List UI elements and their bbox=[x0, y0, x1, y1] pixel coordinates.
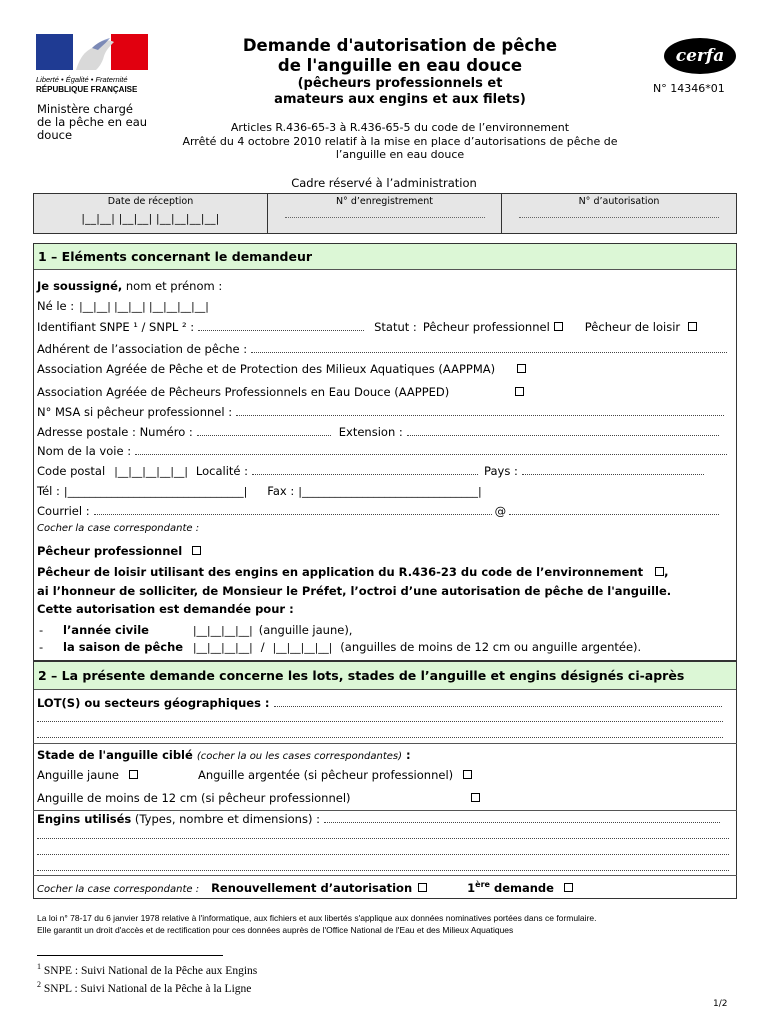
admin-col-date bbox=[34, 194, 268, 233]
name-label: nom et prénom : bbox=[122, 279, 223, 293]
statut-pro-checkbox[interactable] bbox=[554, 322, 563, 331]
first-request-sup: ère bbox=[475, 880, 490, 889]
legal-references bbox=[160, 121, 640, 162]
lots-field-line[interactable] bbox=[37, 712, 723, 722]
check-instruction: Cocher la case correspondante : bbox=[37, 523, 200, 534]
at-sign: @ bbox=[494, 504, 507, 518]
identifiant-label: Identifiant SNPE ¹ / SNPL ² : bbox=[37, 320, 195, 334]
locality-label: Localité : bbox=[195, 464, 249, 478]
gear-label: Engins utilisés bbox=[37, 812, 132, 826]
cerfa-logo-text: cerfa bbox=[675, 46, 725, 66]
email-domain-field[interactable] bbox=[509, 505, 719, 515]
extension-field[interactable] bbox=[407, 426, 719, 436]
admin-col-label: N° d’enregistrement bbox=[335, 196, 434, 207]
adherent-field[interactable] bbox=[251, 343, 727, 353]
email-label: Courriel : bbox=[37, 504, 90, 518]
aappma-label: Association Agréée de Pêche et de Protection des Milieux Aquatiques (AAPPMA) bbox=[37, 362, 496, 376]
article-line: Arrêté du 4 octobre 2010 relatif à la mise en place d’autorisations de pêche de bbox=[182, 134, 618, 148]
footnote-text: SNPE : Suivi National de la Pêche aux Engins bbox=[41, 964, 258, 977]
first-request-checkbox[interactable] bbox=[564, 883, 573, 892]
renewal-label: Renouvellement d’autorisation bbox=[211, 880, 413, 895]
footnote-num: 2 bbox=[37, 979, 41, 989]
section-1-title: 1 – Eléments concernant le demandeur bbox=[34, 244, 736, 270]
first-request-text: demande bbox=[489, 880, 554, 895]
season-slash: / bbox=[260, 640, 265, 654]
bullet-dash: - bbox=[39, 640, 44, 654]
request-for-label: Cette autorisation est demandée pour : bbox=[37, 602, 294, 616]
gear-field-line[interactable] bbox=[37, 845, 729, 855]
season-note: (anguilles de moins de 12 cm ou anguille argentée). bbox=[340, 640, 642, 654]
address-number-label: Adresse postale : Numéro : bbox=[37, 425, 193, 439]
admin-col-label: Date de réception bbox=[107, 196, 194, 207]
phone-label: Tél : bbox=[37, 484, 60, 498]
request-statement: ai l’honneur de solliciter, de Monsieur le Préfet, l’octroi d’une autorisation de pêche de l'anguille. bbox=[37, 584, 672, 598]
lots-field-line[interactable] bbox=[37, 728, 723, 738]
renewal-instruction: Cocher la case correspondante : bbox=[37, 883, 200, 895]
cnil-line: La loi n° 78-17 du 6 janvier 1978 relative à l'informatique, aux fichiers et aux libertés s'applique aux données nominatives portées dans ce formulaire. bbox=[37, 913, 597, 923]
ministry bbox=[37, 103, 147, 142]
footnote-num: 1 bbox=[37, 962, 41, 971]
reception-date-field[interactable]: |__|__| |__|__| |__|__|__|__| bbox=[81, 213, 220, 225]
article-line: Articles R.436-65-3 à R.436-65-5 du code de l’environnement bbox=[230, 121, 570, 134]
check-pro-checkbox[interactable] bbox=[192, 546, 201, 555]
cerfa-number: N° 14346*01 bbox=[653, 82, 725, 95]
title-line: de l'anguille en eau douce bbox=[277, 56, 523, 75]
comma: , bbox=[664, 565, 669, 579]
cnil-line: Elle garantit un droit d'accès et de rectification pour ces données auprès de l'Office National de l'Eau et des Milieux Aquatiques bbox=[37, 925, 514, 935]
marianne-logo bbox=[36, 34, 148, 94]
lots-field[interactable] bbox=[274, 697, 722, 707]
lots-label: LOT(S) ou secteurs géographiques : bbox=[37, 696, 270, 710]
aappma-checkbox[interactable] bbox=[517, 364, 526, 373]
logo-republique: RÉPUBLIQUE FRANÇAISE bbox=[36, 85, 138, 94]
ministry-line: Ministère chargé bbox=[37, 102, 133, 116]
msa-field[interactable] bbox=[236, 406, 724, 416]
birthdate-field[interactable]: |__|__| |__|__| |__|__|__|__| bbox=[79, 301, 209, 313]
cnil-notice bbox=[37, 912, 596, 936]
stage-instruction: (cocher la ou les cases correspondantes) bbox=[196, 751, 403, 762]
postal-code-label: Code postal bbox=[37, 464, 106, 478]
birthdate-label: Né le : bbox=[37, 299, 75, 313]
admin-col-label: N° d’autorisation bbox=[578, 196, 660, 207]
subtitle-line: (pêcheurs professionnels et bbox=[297, 76, 503, 91]
statut-loisir-label: Pêcheur de loisir bbox=[584, 320, 681, 334]
title-line: Demande d'autorisation de pêche bbox=[242, 36, 558, 55]
civil-year-field[interactable]: |__|__|__|__| bbox=[193, 625, 253, 637]
small-eel-checkbox[interactable] bbox=[471, 793, 480, 802]
phone-field[interactable]: |________________________________| bbox=[63, 485, 248, 498]
country-label: Pays : bbox=[484, 464, 518, 478]
yellow-eel-checkbox[interactable] bbox=[129, 770, 138, 779]
street-label: Nom de la voie : bbox=[37, 444, 132, 458]
silver-eel-label: Anguille argentée (si pêcheur professionnel) bbox=[197, 768, 454, 782]
fax-label: Fax : bbox=[267, 484, 295, 498]
silver-eel-checkbox[interactable] bbox=[463, 770, 472, 779]
civil-year-note: (anguille jaune), bbox=[258, 623, 353, 637]
page-title bbox=[160, 36, 640, 76]
subtitle-line: amateurs aux engins et aux filets) bbox=[274, 91, 526, 107]
stage-label: Stade de l'anguille ciblé bbox=[37, 748, 193, 762]
admin-col-registration bbox=[268, 194, 502, 233]
cerfa-logo bbox=[664, 38, 736, 74]
aapped-checkbox[interactable] bbox=[515, 387, 524, 396]
section-2-title: 2 – La présente demande concerne les lots, stades de l’anguille et engins désignés ci-après bbox=[34, 662, 736, 690]
locality-field[interactable] bbox=[252, 465, 478, 475]
divider bbox=[33, 810, 737, 811]
registration-number-field[interactable] bbox=[285, 217, 485, 218]
postal-code-field[interactable]: |__|__|__|__|__| bbox=[114, 466, 188, 478]
bullet-dash: - bbox=[39, 623, 44, 637]
stage-colon: : bbox=[402, 748, 411, 762]
footnote bbox=[37, 960, 257, 978]
fax-field[interactable]: |________________________________| bbox=[298, 485, 482, 498]
admin-table bbox=[33, 193, 737, 234]
check-loisir-label: Pêcheur de loisir utilisant des engins en application du R.436-23 du code de l’environnement bbox=[37, 565, 644, 579]
ministry-line: douce bbox=[37, 128, 73, 142]
admin-title: Cadre réservé à l’administration bbox=[291, 176, 477, 190]
soussigne-label: Je soussigné, bbox=[37, 279, 123, 293]
fishing-season-label: la saison de pêche bbox=[63, 640, 184, 654]
aapped-label: Association Agréée de Pêcheurs Professionnels en Eau Douce (AAPPED) bbox=[37, 385, 450, 399]
civil-year-label: l’année civile bbox=[63, 623, 149, 637]
gear-field-line[interactable] bbox=[37, 829, 729, 839]
admin-col-authorization bbox=[502, 194, 736, 233]
footnotes bbox=[37, 960, 257, 996]
street-field[interactable] bbox=[135, 445, 727, 455]
logo-motto: Liberté • Égalité • Fraternité bbox=[36, 75, 128, 84]
flag-icon bbox=[36, 34, 148, 70]
yellow-eel-label: Anguille jaune bbox=[37, 768, 119, 782]
page-number: 1/2 bbox=[713, 999, 728, 1009]
identifiant-field[interactable] bbox=[198, 321, 364, 331]
first-request-num: 1 bbox=[467, 880, 476, 895]
article-line: l’anguille en eau douce bbox=[335, 148, 465, 161]
season-start-field[interactable]: |__|__|__|__| bbox=[193, 642, 253, 654]
statut-loisir-checkbox[interactable] bbox=[688, 322, 697, 331]
first-request-label bbox=[467, 880, 554, 895]
email-user-field[interactable] bbox=[94, 505, 492, 515]
footnote-text: SNPL : Suivi National de la Pêche à la Ligne bbox=[41, 982, 252, 995]
gear-field[interactable] bbox=[324, 813, 720, 823]
page-subtitle bbox=[160, 76, 640, 107]
season-end-field[interactable]: |__|__|__|__| bbox=[272, 642, 333, 654]
extension-label: Extension : bbox=[338, 425, 403, 439]
renewal-checkbox[interactable] bbox=[418, 883, 427, 892]
check-pro-label: Pêcheur professionnel bbox=[37, 544, 183, 558]
address-number-field[interactable] bbox=[197, 426, 331, 436]
footnote bbox=[37, 978, 257, 996]
footnote-rule bbox=[37, 955, 223, 956]
msa-label: N° MSA si pêcheur professionnel : bbox=[37, 405, 233, 419]
gear-description: (Types, nombre et dimensions) : bbox=[131, 812, 320, 826]
adherent-label: Adhérent de l’association de pêche : bbox=[37, 342, 248, 356]
check-loisir-checkbox[interactable] bbox=[655, 567, 664, 576]
statut-pro-label: Pêcheur professionnel bbox=[422, 320, 550, 334]
country-field[interactable] bbox=[522, 465, 704, 475]
gear-field-line[interactable] bbox=[37, 861, 729, 871]
divider bbox=[33, 875, 737, 876]
small-eel-label: Anguille de moins de 12 cm (si pêcheur professionnel) bbox=[37, 791, 351, 805]
authorization-number-field[interactable] bbox=[519, 217, 719, 218]
divider bbox=[33, 743, 737, 744]
ministry-line: de la pêche en eau bbox=[37, 115, 148, 129]
statut-label: Statut : bbox=[374, 320, 417, 334]
